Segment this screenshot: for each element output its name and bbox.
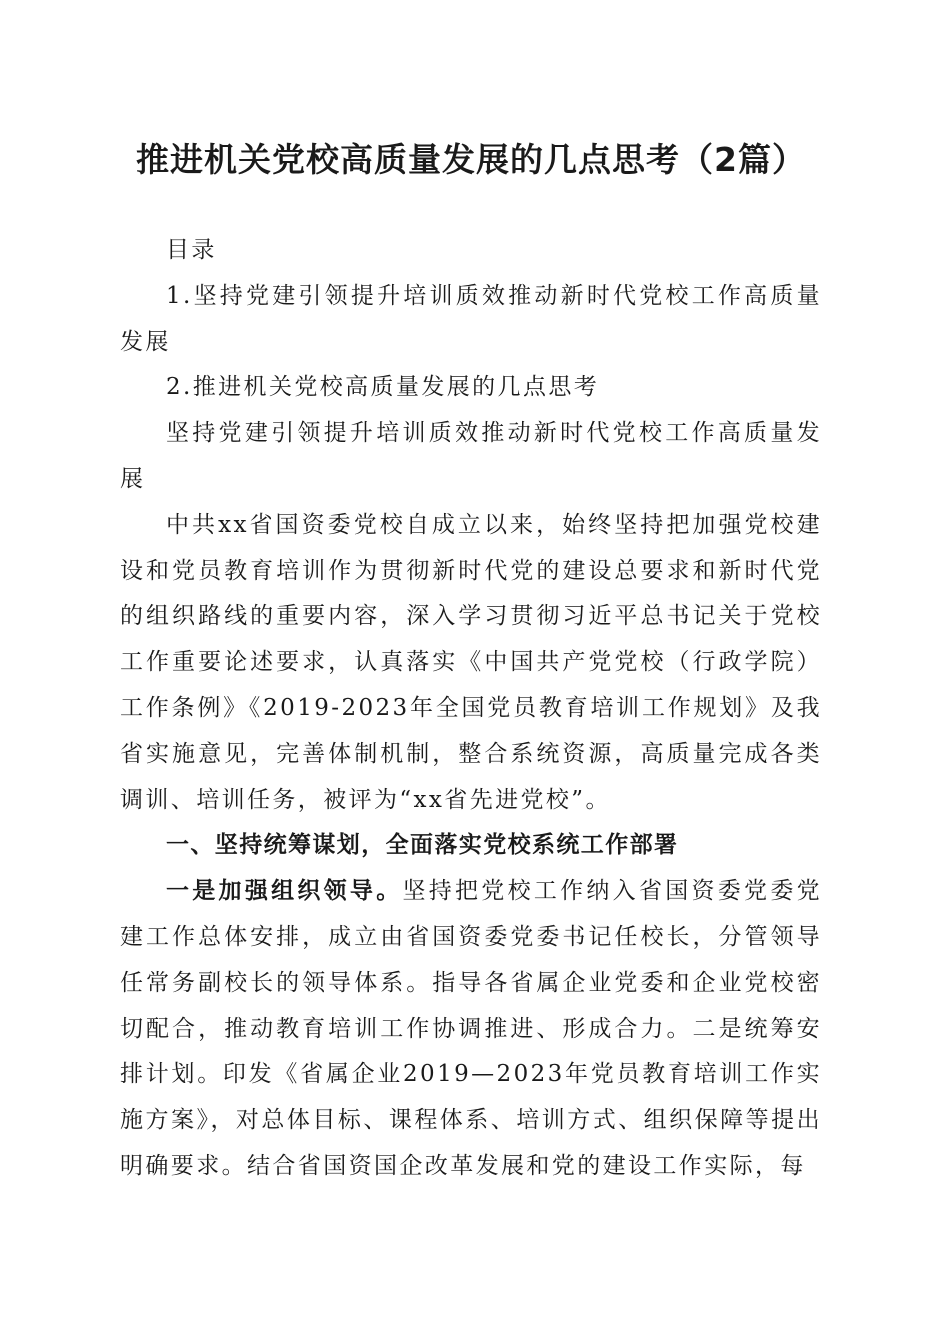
document-title: 推进机关党校高质量发展的几点思考（2篇） [136,140,806,179]
toc-item-2: 2.推进机关党校高质量发展的几点思考 [166,374,600,401]
section-paragraph [120,869,822,1190]
article-title: 坚持党建引领提升培训质效推动新时代党校工作高质量发展 [120,420,822,492]
section-paragraph-text: 坚持把党校工作纳入省国资委党委党建工作总体安排，成立由省国资委党委书记任校长，分管领导任常务副校长的领导体系。指导各省属企业党委和企业党校密切配合，推动教育培训工作协调推进、形成合力。二是统筹安排计划。印发《省属企业2019—2023年党员教育培训工作实施方案》，对总体目标、课程体系、培训方式、组织保障等提出明确要求。结合省国资国企改革发展和党的建设工作实际，每 [120,878,822,1179]
toc-heading: 目录 [166,237,217,263]
document-body [120,228,822,1190]
toc-item-1: 1.坚持党建引领提升培训质效推动新时代党校工作高质量发展 [120,282,822,355]
intro-paragraph: 中共xx省国资委党校自成立以来，始终坚持把加强党校建设和党员教育培训作为贯彻新时代党的建设总要求和新时代党的组织路线的重要内容，深入学习贯彻习近平总书记关于党校工作重要论述要求，认真落实《中国共产党党校（行政学院）工作条例》《2019-2023年全国党员教育培训工作规划》及我省实施意见，完善体制机制，整合系统资源，高质量完成各类调训、培训任务，被评为“xx省先进党校”。 [120,511,822,813]
section-heading: 一、坚持统筹谋划，全面落实党校系统工作部署 [166,832,679,859]
section-paragraph-lead: 一是加强组织领导。 [166,878,403,905]
